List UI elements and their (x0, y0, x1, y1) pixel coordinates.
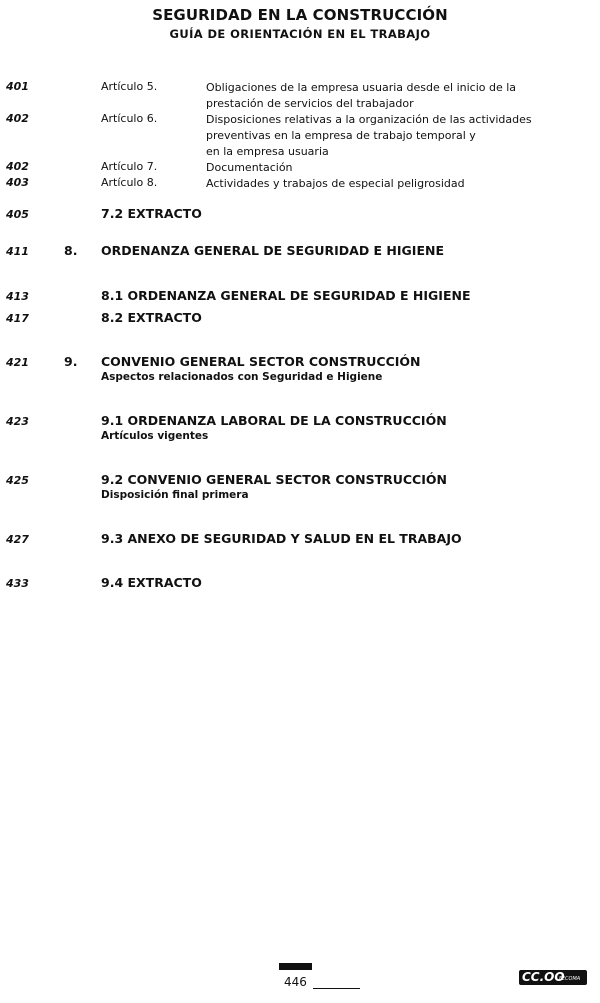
toc-section-title: 8.1 ORDENANZA GENERAL DE SEGURIDAD E HIGIENE (101, 288, 471, 303)
toc-page-number: 402 (6, 160, 29, 173)
toc-section-title: 9.1 ORDENANZA LABORAL DE LA CONSTRUCCIÓN (101, 413, 447, 428)
description-line: Disposiciones relativas a la organización de las actividades (206, 113, 532, 126)
toc-page-number: 401 (6, 80, 29, 93)
toc-section-title: ORDENANZA GENERAL DE SEGURIDAD E HIGIENE (101, 243, 444, 258)
toc-section-title: CONVENIO GENERAL SECTOR CONSTRUCCIÓN (101, 354, 421, 369)
logo-subtext: FECOMA (559, 976, 581, 982)
footer-rule (313, 988, 360, 989)
document-title: SEGURIDAD EN LA CONSTRUCCIÓN (152, 6, 448, 24)
document-subtitle: GUÍA DE ORIENTACIÓN EN EL TRABAJO (169, 27, 431, 41)
toc-chapter-number: 8. (64, 243, 78, 258)
toc-page-number: 433 (6, 577, 29, 590)
ccoo-logo (519, 970, 587, 985)
toc-page-number: 417 (6, 312, 29, 325)
toc-page-number: 427 (6, 533, 29, 546)
footer-marker-bar (279, 963, 312, 970)
toc-article-label: Artículo 7. (101, 160, 158, 173)
toc-article-label: Artículo 8. (101, 176, 158, 189)
toc-page-number: 425 (6, 474, 29, 487)
toc-section-title: 9.2 CONVENIO GENERAL SECTOR CONSTRUCCIÓN (101, 472, 447, 487)
toc-chapter-number: 9. (64, 354, 78, 369)
toc-section-subtitle: Aspectos relacionados con Seguridad e Higiene (101, 371, 383, 383)
toc-section-subtitle: Disposición final primera (101, 489, 249, 501)
toc-article-label: Artículo 5. (101, 80, 158, 93)
toc-section-title: 9.3 ANEXO DE SEGURIDAD Y SALUD EN EL TRABAJO (101, 531, 462, 546)
toc-section-title: 7.2 EXTRACTO (101, 206, 202, 221)
toc-section-title: 8.2 EXTRACTO (101, 310, 202, 325)
toc-section-title: 9.4 EXTRACTO (101, 575, 202, 590)
description-line: Documentación (206, 161, 293, 174)
page-number: 446 (284, 975, 307, 989)
description-line: prestación de servicios del trabajador (206, 97, 414, 110)
toc-article-label: Artículo 6. (101, 112, 158, 125)
toc-page-number: 413 (6, 290, 29, 303)
description-line: Actividades y trabajos de especial peligrosidad (206, 177, 465, 190)
toc-page-number: 403 (6, 176, 29, 189)
description-line: Obligaciones de la empresa usuaria desde el inicio de la (206, 81, 517, 94)
toc-article-description (206, 80, 566, 112)
toc-page-number: 402 (6, 112, 29, 125)
toc-section-subtitle: Artículos vigentes (101, 430, 209, 442)
logo-text: CC.OO (522, 970, 565, 984)
description-line: en la empresa usuaria (206, 145, 329, 158)
toc-page-number: 405 (6, 208, 29, 221)
toc-article-description (206, 160, 566, 176)
toc-page-number: 423 (6, 415, 29, 428)
toc-page-number: 411 (6, 245, 29, 258)
toc-page-number: 421 (6, 356, 29, 369)
toc-article-description (206, 176, 566, 192)
toc-article-description (206, 112, 566, 160)
description-line: preventivas en la empresa de trabajo temporal y (206, 129, 476, 142)
